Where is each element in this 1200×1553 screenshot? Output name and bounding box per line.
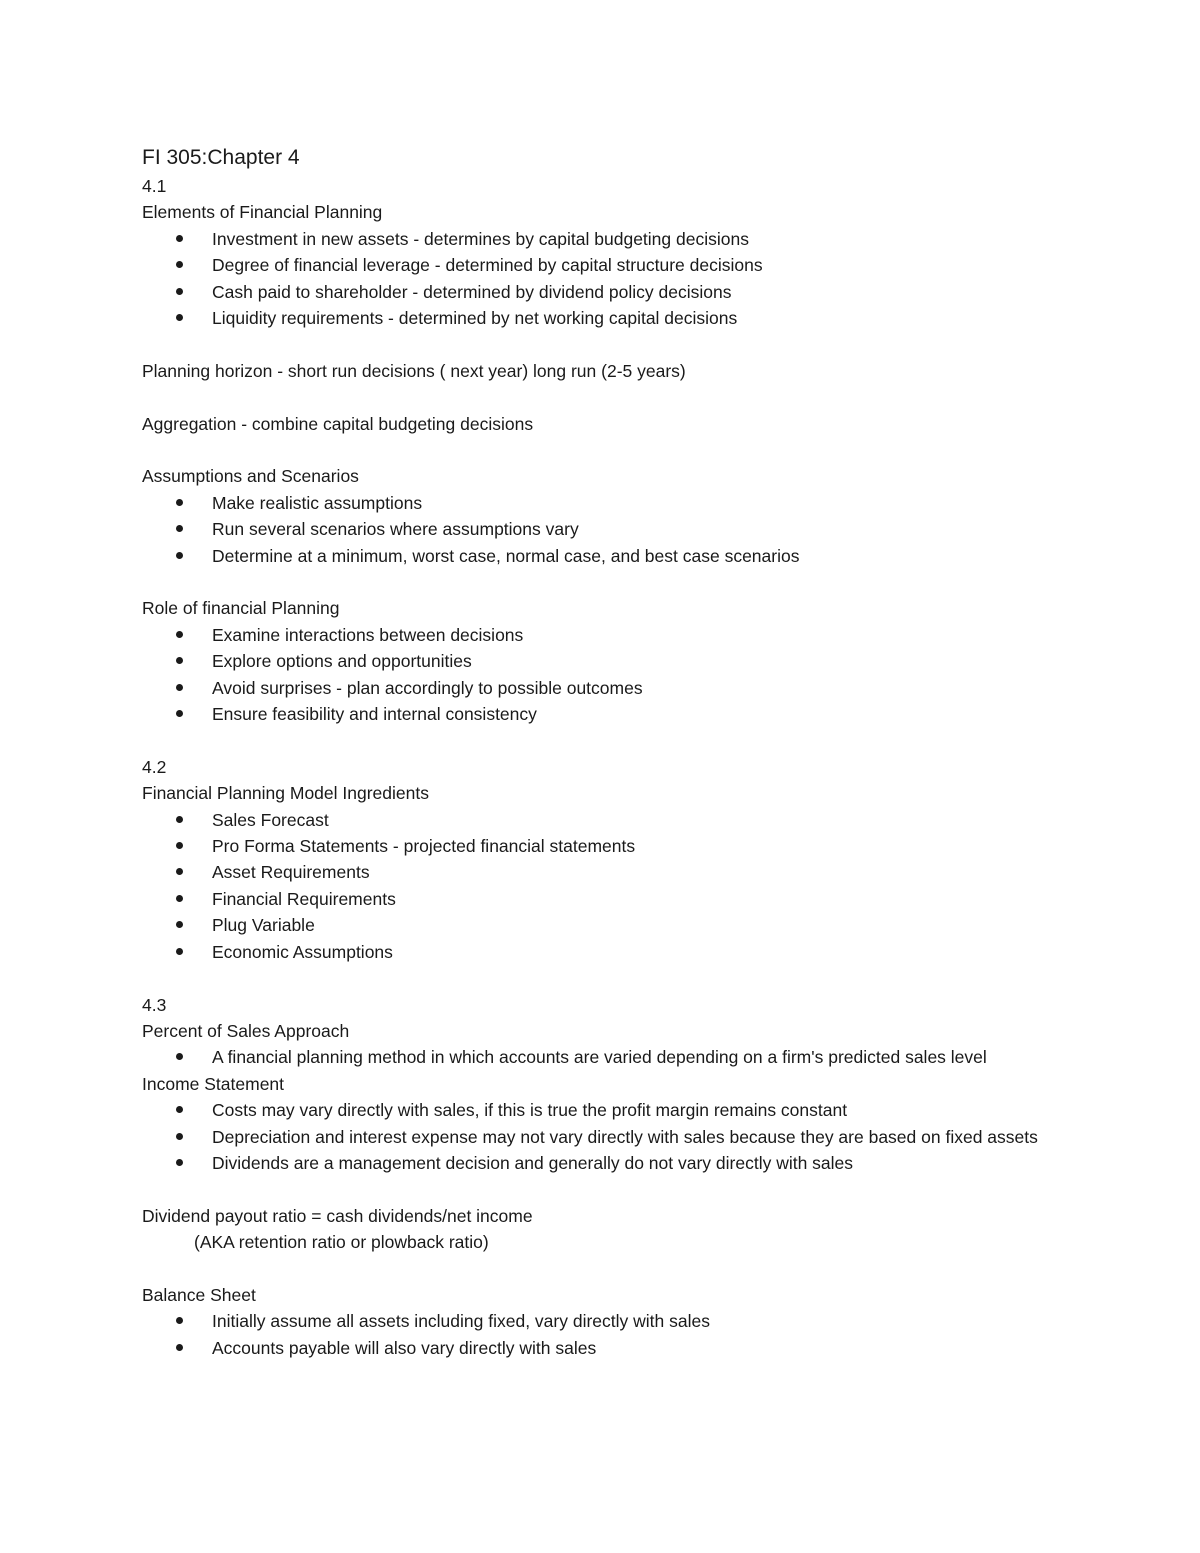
list-item: A financial planning method in which accounts are varied depending on a firm's predicted sales level xyxy=(142,1044,1062,1070)
elements-list xyxy=(142,226,1062,332)
bullet-icon xyxy=(176,921,183,928)
bullet-icon xyxy=(176,1344,183,1351)
bullet-icon xyxy=(176,314,183,321)
bullet-icon xyxy=(176,631,183,638)
balance-sheet-list xyxy=(142,1308,1062,1361)
list-item: Ensure feasibility and internal consistency xyxy=(142,701,1062,727)
planning-horizon-line: Planning horizon - short run decisions ( next year) long run (2-5 years) xyxy=(142,360,686,381)
bullet-icon xyxy=(176,288,183,295)
assumptions-heading: Assumptions and Scenarios xyxy=(142,466,359,487)
dividend-payout-line: Dividend payout ratio = cash dividends/net income xyxy=(142,1205,533,1226)
list-item: Investment in new assets - determines by capital budgeting decisions xyxy=(142,226,1062,252)
role-list xyxy=(142,622,1062,728)
bullet-icon xyxy=(176,261,183,268)
dividend-payout-note: (AKA retention ratio or plowback ratio) xyxy=(194,1232,489,1253)
list-item: Depreciation and interest expense may not vary directly with sales because they are based on fixed assets xyxy=(142,1124,1062,1150)
section-number-4-2: 4.2 xyxy=(142,756,167,777)
bullet-icon xyxy=(176,1317,183,1324)
income-statement-heading: Income Statement xyxy=(142,1073,285,1094)
list-item: Initially assume all assets including fixed, vary directly with sales xyxy=(142,1308,1062,1334)
list-item: Pro Forma Statements - projected financial statements xyxy=(142,833,1062,859)
list-item: Asset Requirements xyxy=(142,859,1062,885)
bullet-icon xyxy=(176,684,183,691)
bullet-icon xyxy=(176,525,183,532)
assumptions-list xyxy=(142,490,1062,569)
list-item: Financial Requirements xyxy=(142,886,1062,912)
percent-of-sales-list xyxy=(142,1044,1062,1070)
bullet-icon xyxy=(176,842,183,849)
bullet-icon xyxy=(176,710,183,717)
document-body xyxy=(142,143,1062,1361)
document-title: FI 305:Chapter 4 xyxy=(142,146,300,169)
aggregation-line: Aggregation - combine capital budgeting decisions xyxy=(142,413,534,434)
spacer xyxy=(142,1256,1062,1282)
bullet-icon xyxy=(176,816,183,823)
bullet-icon xyxy=(176,948,183,955)
list-item: Degree of financial leverage - determined by capital structure decisions xyxy=(142,252,1062,278)
spacer xyxy=(142,1176,1062,1202)
spacer xyxy=(142,437,1062,463)
ingredients-heading: Financial Planning Model Ingredients xyxy=(142,783,429,804)
list-item: Make realistic assumptions xyxy=(142,490,1062,516)
bullet-icon xyxy=(176,1159,183,1166)
income-statement-list xyxy=(142,1097,1062,1176)
list-item: Costs may vary directly with sales, if this is true the profit margin remains constant xyxy=(142,1097,1062,1123)
elements-heading: Elements of Financial Planning xyxy=(142,202,383,223)
spacer xyxy=(142,384,1062,410)
list-item: Examine interactions between decisions xyxy=(142,622,1062,648)
list-item: Accounts payable will also vary directly with sales xyxy=(142,1335,1062,1361)
list-item: Dividends are a management decision and generally do not vary directly with sales xyxy=(142,1150,1062,1176)
spacer xyxy=(142,727,1062,753)
percent-of-sales-heading: Percent of Sales Approach xyxy=(142,1020,350,1041)
list-item: Run several scenarios where assumptions vary xyxy=(142,516,1062,542)
bullet-icon xyxy=(176,895,183,902)
list-item: Liquidity requirements - determined by net working capital decisions xyxy=(142,305,1062,331)
role-heading: Role of financial Planning xyxy=(142,598,340,619)
spacer xyxy=(142,331,1062,357)
bullet-icon xyxy=(176,235,183,242)
list-item: Plug Variable xyxy=(142,912,1062,938)
ingredients-list xyxy=(142,807,1062,965)
bullet-icon xyxy=(176,1133,183,1140)
list-item: Sales Forecast xyxy=(142,807,1062,833)
bullet-icon xyxy=(176,657,183,664)
bullet-icon xyxy=(176,499,183,506)
section-number-4-1: 4.1 xyxy=(142,176,167,196)
balance-sheet-heading: Balance Sheet xyxy=(142,1284,256,1305)
spacer xyxy=(142,965,1062,991)
section-number-4-3: 4.3 xyxy=(142,994,167,1015)
list-item: Explore options and opportunities xyxy=(142,648,1062,674)
bullet-icon xyxy=(176,868,183,875)
bullet-icon xyxy=(176,1053,183,1060)
bullet-icon xyxy=(176,1106,183,1113)
spacer xyxy=(142,569,1062,595)
list-item: Cash paid to shareholder - determined by dividend policy decisions xyxy=(142,279,1062,305)
bullet-icon xyxy=(176,552,183,559)
list-item: Economic Assumptions xyxy=(142,939,1062,965)
list-item: Determine at a minimum, worst case, normal case, and best case scenarios xyxy=(142,543,1062,569)
list-item: Avoid surprises - plan accordingly to possible outcomes xyxy=(142,675,1062,701)
